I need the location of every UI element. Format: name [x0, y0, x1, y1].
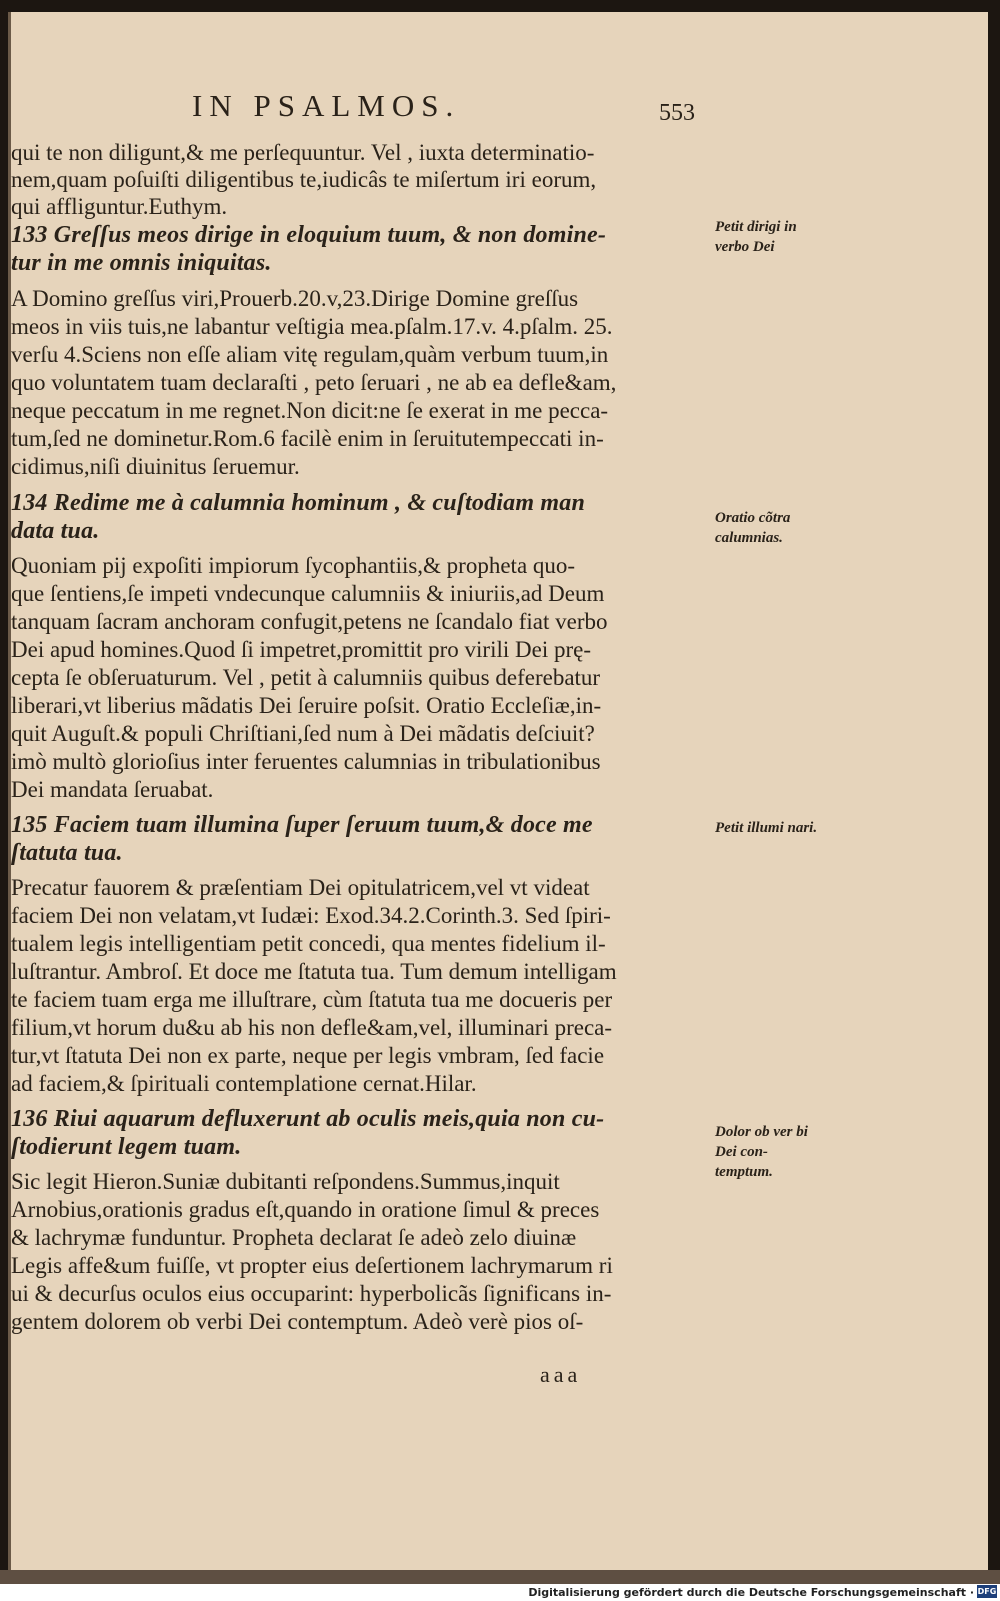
funding-credit: Digitalisierung gefördert durch die Deutsche Forschungsgemeinschaft ·: [528, 1586, 974, 1599]
verse-line: ſtatuta tua.: [11, 840, 123, 866]
page-number: 553: [659, 100, 695, 126]
text-line: ad faciem,& ſpirituali contemplatione cernat.Hilar.: [11, 1071, 477, 1096]
text-line: quo voluntatem tuam declaraſti , peto ſeruari , ne ab ea defle&am,: [11, 370, 617, 395]
text-line: ui & decurſus oculos eius occuparint: hyperbolicãs ſignificans in-: [11, 1281, 612, 1306]
text-line: Quoniam pij expoſiti impiorum ſycophantiis,& propheta quo-: [11, 553, 576, 578]
signature-mark: aaa: [540, 1362, 582, 1387]
text-line: te faciem tuam erga me illuſtrare, cùm ſtatuta tua me docueris per: [11, 987, 613, 1012]
text-line: tur,vt ſtatuta Dei non ex parte, neque per legis vmbram, ſed facie: [11, 1043, 605, 1068]
text-line: Dei apud homines.Quod ſi impetret,promittit pro virili Dei prę-: [11, 637, 591, 662]
verse-line: ſtodierunt legem tuam.: [11, 1134, 242, 1160]
text-line: faciem Dei non velatam,vt Iudæi: Exod.34.2.Corinth.3. Sed ſpiri-: [11, 903, 611, 928]
verse-line: 136 Riui aquarum defluxerunt ab oculis meis,quia non cu-: [11, 1106, 605, 1132]
text-line: verſu 4.Sciens non eſſe aliam vitę regulam,quàm verbum tuum,in: [11, 342, 609, 367]
running-title: IN PSALMOS.: [192, 88, 461, 123]
verse-line: 133 Greſſus meos dirige in eloquium tuum, & non domine-: [11, 222, 607, 248]
text-line: qui affliguntur.Euthym.: [11, 194, 228, 219]
text-line: & lachrymæ funduntur. Propheta declarat ſe adeò zelo diuinæ: [11, 1225, 577, 1250]
text-line: A Domino greſſus viri,Prouerb.20.v,23.Dirige Domine greſſus: [11, 286, 579, 311]
verse-line: 135 Faciem tuam illumina ſuper ſeruum tuum,& doce me: [11, 812, 593, 838]
text-line: cepta ſe obſeruaturum. Vel , petit à calumniis quibus deferebatur: [11, 665, 601, 690]
marginal-note: Oratio cõtra calumnias.: [715, 510, 791, 546]
text-line: Arnobius,orationis gradus eſt,quando in oratione ſimul & preces: [11, 1197, 600, 1222]
text-line: Dei mandata ſeruabat.: [11, 777, 214, 802]
text-line: gentem dolorem ob verbi Dei contemptum. Adeò verè pios oſ-: [11, 1309, 584, 1334]
digitization-footer: [0, 1584, 1000, 1601]
text-line: neque peccatum in me regnet.Non dicit:ne ſe exerat in me pecca-: [11, 398, 609, 423]
text-line: que ſentiens,ſe impeti vndecunque calumniis & iniuriis,ad Deum: [11, 581, 605, 606]
marginal-note: Petit illumi nari.: [715, 820, 818, 836]
text-line: tualem legis intelligentiam petit concedi, qua mentes fidelium il-: [11, 931, 606, 956]
text-line: tum,ſed ne dominetur.Rom.6 facilè enim in ſeruitutempeccati in-: [11, 426, 604, 451]
verse-line: tur in me omnis iniquitas.: [11, 250, 272, 276]
text-line: Legis affe&um fuiſſe, vt propter eius deſertionem lachrymarum ri: [11, 1253, 613, 1278]
text-line: meos in viis tuis,ne labantur veſtigia mea.pſalm.17.v. 4.pſalm. 25.: [11, 314, 613, 339]
dfg-logo: DFG: [977, 1587, 997, 1596]
marginal-note: Dolor ob ver bi Dei con- temptum.: [715, 1124, 808, 1180]
verse-line: data tua.: [11, 518, 100, 544]
text-line: cidimus,niſi diuinitus ſeruemur.: [11, 454, 300, 479]
text-line: Precatur fauorem & præſentiam Dei opitulatricem,vel vt videat: [11, 875, 590, 900]
text-line: Sic legit Hieron.Suniæ dubitanti reſpondens.Summus,inquit: [11, 1169, 560, 1194]
text-line: qui te non diligunt,& me perſequuntur. Vel , iuxta determinatio-: [11, 140, 595, 165]
marginal-note: Petit dirigi in verbo Dei: [715, 219, 797, 255]
scan-background: [0, 1570, 1000, 1584]
text-line: quit Auguſt.& populi Chriſtiani,ſed num à Dei mãdatis deſciuit?: [11, 721, 595, 746]
text-line: liberari,vt liberius mãdatis Dei ſeruire poſsit. Oratio Eccleſiæ,in-: [11, 693, 602, 718]
text-line: luſtrantur. Ambroſ. Et doce me ſtatuta tua. Tum demum intelligam: [11, 959, 617, 984]
text-line: filium,vt horum du&u ab his non defle&am,vel, illuminari preca-: [11, 1015, 613, 1040]
text-line: imò multò glorioſius inter feruentes calumnias in tribulationibus: [11, 749, 601, 774]
verse-line: 134 Redime me à calumnia hominum , & cuſtodiam man: [11, 490, 586, 516]
text-line: tanquam ſacram anchoram confugit,petens ne ſcandalo fiat verbo: [11, 609, 608, 634]
text-line: nem,quam poſuiſti diligentibus te,iudicâs te miſertum iri eorum,: [11, 167, 597, 192]
